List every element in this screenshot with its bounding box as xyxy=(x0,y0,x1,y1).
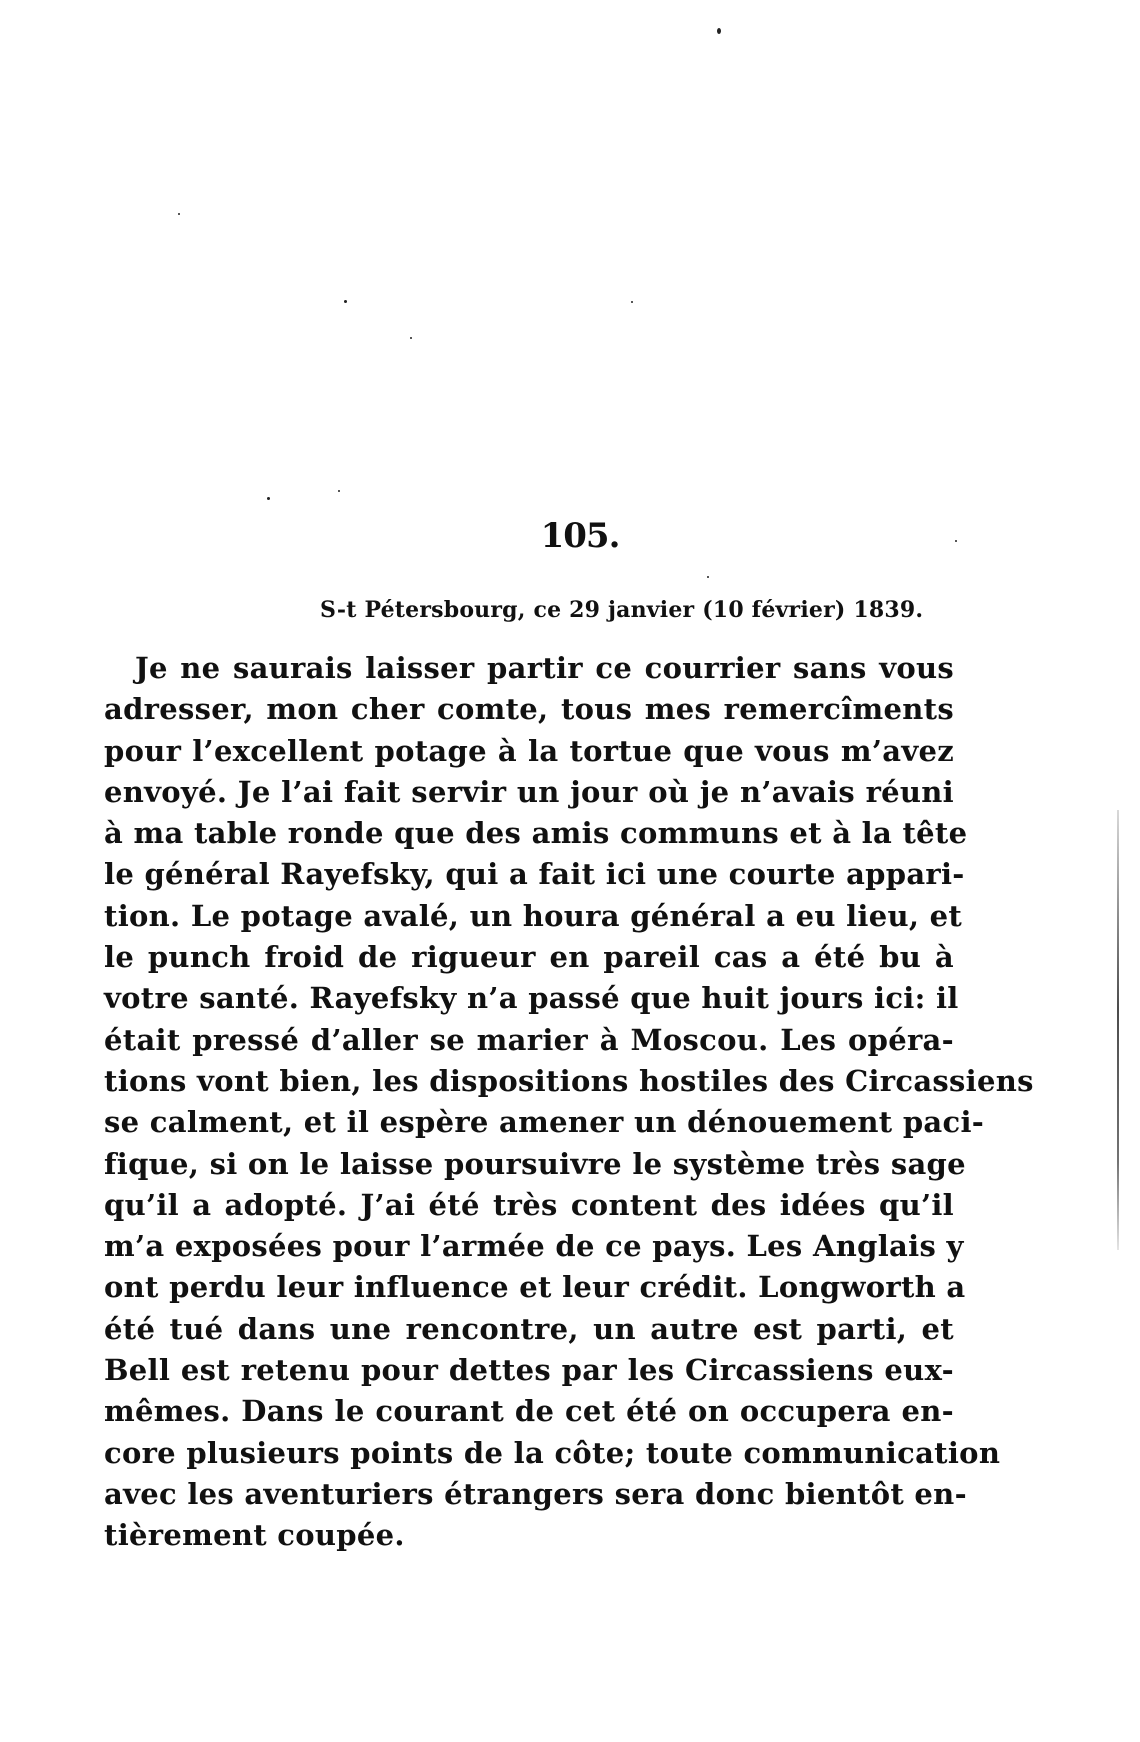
body-line: core plusieurs points de la côte; toute communication xyxy=(104,1435,1001,1470)
body-line: votre santé. Rayefsky n’a passé que huit jours ici: il xyxy=(104,981,959,1016)
body-line: ont perdu leur influence et leur crédit. Longworth a xyxy=(104,1270,966,1305)
scan-speck xyxy=(717,28,721,34)
body-line: mêmes. Dans le courant de cet été on occupera en- xyxy=(104,1394,954,1429)
body-line: fique, si on le laisse poursuivre le système très sage xyxy=(104,1146,966,1181)
body-line: m’a exposées pour l’armée de ce pays. Les Anglais y xyxy=(104,1229,964,1264)
scan-speck xyxy=(707,576,709,578)
body-line: tions vont bien, les dispositions hostiles des Circassiens xyxy=(104,1063,1034,1098)
scan-speck xyxy=(267,497,270,500)
body-line: adresser, mon cher comte, tous mes remercîments xyxy=(104,692,954,727)
body-line: le punch froid de rigueur en pareil cas a été bu à xyxy=(104,940,954,975)
body-line: tièrement coupée. xyxy=(104,1518,405,1553)
scan-margin-line xyxy=(1117,810,1119,1250)
scan-speck xyxy=(344,300,347,303)
letter-number-heading: 105. xyxy=(540,516,620,556)
dateline: S-t Pétersbourg, ce 29 janvier (10 février) 1839. xyxy=(320,597,924,623)
scan-speck xyxy=(631,301,633,303)
body-line: le général Rayefsky, qui a fait ici une courte appari- xyxy=(104,857,965,892)
body-line: pour l’excellent potage à la tortue que vous m’avez xyxy=(104,733,954,768)
scan-speck xyxy=(410,337,412,339)
body-line: avec les aventuriers étrangers sera donc bientôt en- xyxy=(104,1476,967,1511)
body-line: Je ne saurais laisser partir ce courrier sans vous xyxy=(135,651,954,685)
body-line: tion. Le potage avalé, un houra général a eu lieu, et xyxy=(104,898,963,933)
body-line: était pressé d’aller se marier à Moscou. Les opéra- xyxy=(104,1022,954,1057)
body-line: Bell est retenu pour dettes par les Circassiens eux- xyxy=(104,1353,954,1388)
body-line: à ma table ronde que des amis communs et à la tête xyxy=(104,816,968,851)
body-line: qu’il a adopté. J’ai été très content des idées qu’il xyxy=(104,1187,954,1222)
letter-body-paragraph xyxy=(104,648,1034,1557)
body-line: été tué dans une rencontre, un autre est parti, et xyxy=(104,1311,954,1346)
body-line: se calment, et il espère amener un dénouement paci- xyxy=(104,1105,985,1140)
scan-speck xyxy=(338,490,340,492)
scan-speck xyxy=(178,213,180,215)
body-line: envoyé. Je l’ai fait servir un jour où je n’avais réuni xyxy=(104,774,954,809)
